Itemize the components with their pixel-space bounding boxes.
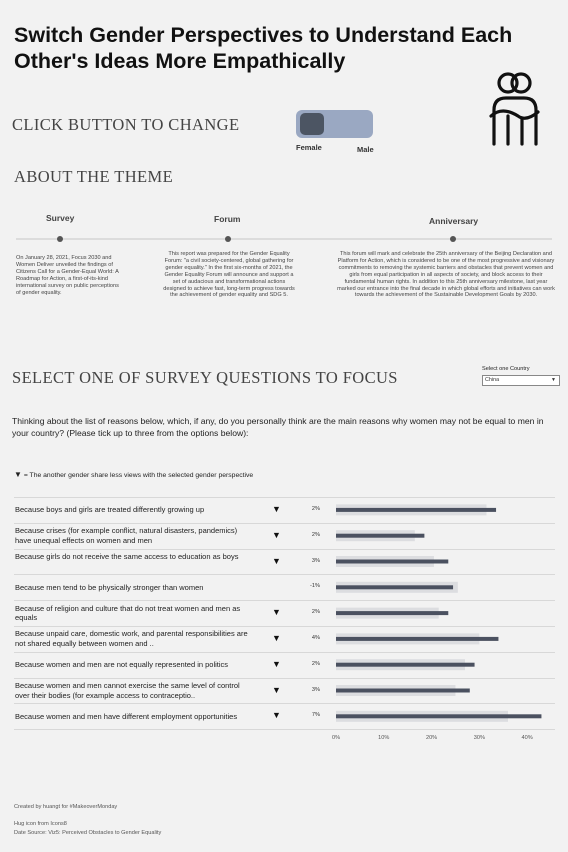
about-heading: ABOUT THE THEME xyxy=(14,167,174,186)
triangle-down-icon: ▼ xyxy=(272,658,281,669)
chevron-down-icon: ▼ xyxy=(551,377,556,383)
legend-text: = The another gender share less views with the selected gender perspective xyxy=(23,472,254,479)
difference-label: 2% xyxy=(311,505,320,512)
triangle-down-icon: ▼ xyxy=(272,555,281,566)
triangle-down-icon: ▼ xyxy=(14,470,22,479)
row-label[interactable]: Because women and men are not equally represented in politics xyxy=(15,659,229,669)
bar-foreground[interactable] xyxy=(336,560,448,564)
difference-label: 3% xyxy=(311,686,320,693)
difference-label: -1% xyxy=(310,583,320,590)
triangle-down-icon: ▼ xyxy=(272,529,281,540)
row-label[interactable]: Because unpaid care, domestic work, and parental responsibilities are not shared equally between women and .. xyxy=(15,629,248,648)
row-label[interactable]: Because girls do not receive the same access to education as boys xyxy=(15,552,239,561)
timeline-text-survey: On January 28, 2021, Focus 2030 and Women Deliver unveiled the findings of Citizens Call for a Gender-Equal World: A Roadmap for Action, a first-of-its-kind international survey on public perceptions of gender equality. xyxy=(16,255,119,296)
bar-foreground[interactable] xyxy=(336,585,453,589)
triangle-down-icon: ▼ xyxy=(272,607,281,618)
row-label[interactable]: Because men tend to be physically stronger than women xyxy=(15,582,204,592)
click-heading: CLICK BUTTON TO CHANGE xyxy=(12,115,240,134)
triangle-down-icon: ▼ xyxy=(272,684,281,695)
difference-label: 7% xyxy=(311,712,320,719)
bar-foreground[interactable] xyxy=(336,663,475,667)
difference-label: 2% xyxy=(311,609,320,616)
row-label[interactable]: Because women and men have different employment opportunities xyxy=(15,711,238,721)
x-tick-label: 10% xyxy=(378,735,390,742)
x-tick-label: 20% xyxy=(425,735,438,742)
toggle-label-male: Male xyxy=(357,145,374,154)
bar-foreground[interactable] xyxy=(336,714,541,718)
toggle-label-female: Female xyxy=(296,143,322,152)
bar-foreground[interactable] xyxy=(336,508,496,512)
row-label[interactable]: Because crises (for example conflict, natural disasters, pandemics) have unequal effects on women and men xyxy=(15,526,238,545)
difference-label: 2% xyxy=(311,660,320,667)
bar-foreground[interactable] xyxy=(336,534,424,538)
row-label[interactable]: Because of religion and culture that do not treat women and men as equals xyxy=(15,603,241,623)
difference-label: 3% xyxy=(311,557,320,564)
x-tick-label: 30% xyxy=(473,735,485,742)
row-label[interactable]: Because boys and girls are treated differently growing up xyxy=(15,505,205,515)
difference-label: 2% xyxy=(311,531,320,538)
difference-label: 4% xyxy=(311,634,320,641)
page-title: Switch Gender Perspectives to Understand Each Other's Ideas More Empathically xyxy=(14,23,513,73)
select-heading: SELECT ONE OF SURVEY QUESTIONS TO FOCUS xyxy=(12,368,398,387)
bar-foreground[interactable] xyxy=(336,611,448,615)
timeline-text-forum: This report was prepared for the Gender Equality Forum: "a civil society-centered, global gathering for gender equality." In the first six-months of 2021, the Gender Equality Forum will announce and support a set of audacious and transformational actions designed to achieve fast, long-term progress towards the achievement of gender equality and SDG 5. xyxy=(163,251,295,299)
footer-source: Date Source: Viz5: Perceived Obstacles to Gender Equality xyxy=(14,830,162,836)
footer-credit: Created by huangt for #MakeoverMonday xyxy=(14,804,118,810)
bar-foreground[interactable] xyxy=(336,689,470,693)
survey-question: Thinking about the list of reasons below, which, if any, do you personally think are the main reasons why women may not be equal to men in your country? (Please tick up to three from the options below): xyxy=(12,416,544,438)
triangle-down-icon: ▼ xyxy=(272,503,281,514)
row-label[interactable]: Because women and men cannot exercise the same level of control over their bodies (for example access to contraceptio.. xyxy=(15,681,240,700)
timeline-text-anniversary: This forum will mark and celebrate the 25th anniversary of the Beijing Declaration and Platform for Action, which is considered to be one of the most progressive and visionary commitments to removing the systemic barriers and obstacles that prevent women and girls from equal participation in all aspects of society, and block access to their fundamental human rights. In addition to this 25th anniversary milestone, last year marked our entrance into the final decade in which global efforts and initiatives can work towards the achievement of the Sustainable Development Goals by 2030. xyxy=(337,251,555,299)
timeline-head-survey: Survey xyxy=(46,213,75,223)
triangle-down-icon: ▼ xyxy=(272,632,281,643)
country-value: China xyxy=(485,377,500,383)
x-tick-label: 40% xyxy=(521,735,533,742)
triangle-down-icon: ▼ xyxy=(272,710,281,721)
x-tick-label: 0% xyxy=(331,735,341,742)
footer-icon-credit: Hug icon from Icons8 xyxy=(14,821,67,827)
timeline-head-forum: Forum xyxy=(214,214,241,224)
country-label: Select one Country xyxy=(482,366,530,372)
bar-foreground[interactable] xyxy=(336,637,498,641)
timeline-head-anniversary: Anniversary xyxy=(429,216,479,226)
